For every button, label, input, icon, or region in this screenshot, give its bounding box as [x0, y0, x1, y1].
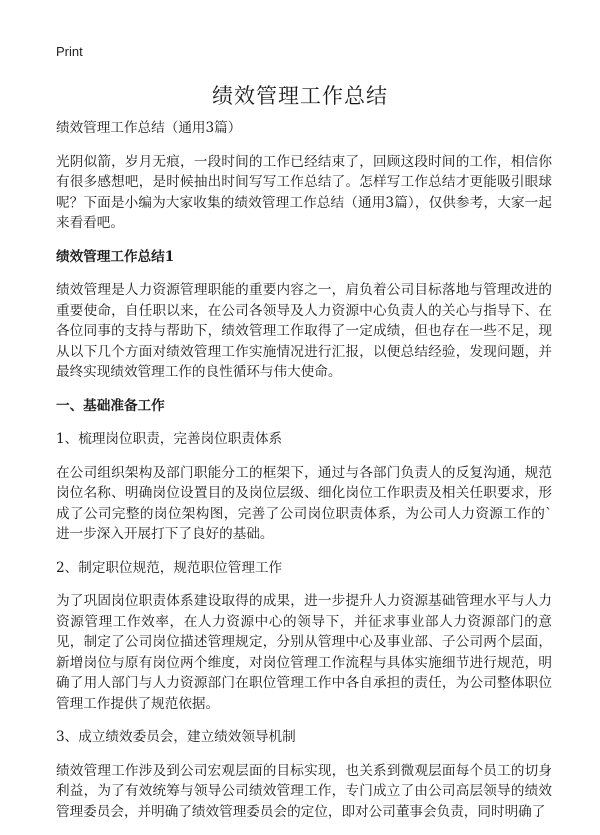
intro-paragraph: 光阴似箭，岁月无痕，一段时间的工作已经结束了，回顾这段时间的工作，相信你有很多感想吧，是时候抽出时间写写工作总结了。怎样写工作总结才更能吸引眼球呢？下面是小编为大家收集的绩效管理工作总结（通用3篇），仅供参考，大家一起来看看吧。 [56, 153, 552, 231]
page-title: 绩效管理工作总结 [212, 84, 388, 108]
document-subtitle: 绩效管理工作总结（通用3篇） [56, 120, 242, 136]
section-intro-paragraph: 绩效管理是人力资源管理职能的重要内容之一，肩负着公司目标落地与管理改进的重要使命，自任职以来，在公司各领导及人力资源中心负责人的关心与指导下、在各位同事的支持与帮助下，绩效管理工作取得了一定成绩，但也存在一些不足，现从以下几个方面对绩效管理工作实施情况进行汇报，以便总结经验，发现问题，并最终实现绩效管理工作的良性循环与伟大使命。 [56, 282, 552, 380]
section-heading: 绩效管理工作总结1 [56, 248, 175, 265]
document-body [56, 118, 552, 835]
item-body: 在公司组织架构及部门职能分工的框架下，通过与各部门负责人的反复沟通，规范岗位名称、明确岗位设置目的及岗位层级、细化岗位工作职责及相关任职要求，形成了公司完整的岗位架构图，完善了公司岗位职责体系，为公司人力资源工作的`进一步深入开展打下了良好的基础。 [56, 464, 552, 542]
part-heading: 一、基础准备工作 [56, 397, 165, 414]
item-title: 2、制定职位规范，规范职位管理工作 [56, 559, 283, 576]
item-title: 3、成立绩效委员会，建立绩效领导机制 [56, 729, 296, 745]
item-body: 绩效管理工作涉及到公司宏观层面的目标实现，也关系到微观层面每个员工的切身利益，为了有效统筹与领导公司绩效管理工作，专门成立了由公司高层领导的绩效管理委员会，并明确了绩效管理委员会的定位，即对公司董事会负责，同时明确了 [56, 762, 552, 820]
item-title: 1、梳理岗位职责，完善岗位职责体系 [56, 431, 283, 447]
print-link[interactable]: Print [56, 44, 83, 59]
item-body: 为了巩固岗位职责体系建设取得的成果，进一步提升人力资源基础管理水平与人力资源管理工作效率，在人力资源中心的领导下，并征求事业部人力资源部门的意见，制定了公司岗位描述管理规定，分别从管理中心及事业部、子公司两个层面，新增岗位与原有岗位两个维度，对岗位管理工作流程与具体实施细节进行规范，明确了用人部门与人力资源部门在职位管理工作中各自承担的责任，为公司整体职位管理工作提供了规范依据。 [56, 593, 552, 712]
